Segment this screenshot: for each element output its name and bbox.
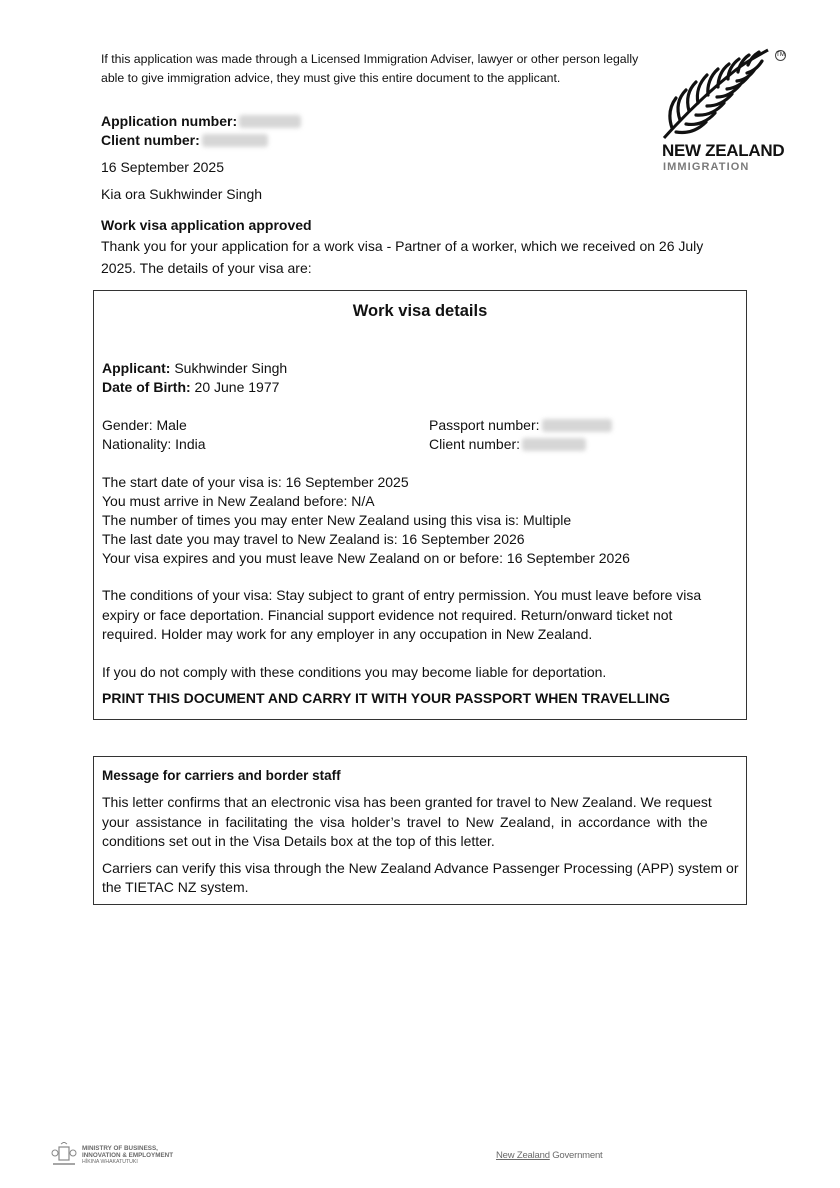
approval-heading: Work visa application approved bbox=[101, 217, 312, 233]
carriers-para1-line2: your assistance in facilitating the visa holder’s travel to New Zealand, in accordance with the bbox=[102, 814, 708, 830]
start-date: The start date of your visa is: 16 September 2025 bbox=[102, 474, 409, 490]
govt-part2: Government bbox=[549, 1150, 603, 1161]
visa-client-number-row bbox=[429, 435, 586, 454]
conditions-line2: expiry or face deportation. Financial support evidence not required. Return/onward ticket not bbox=[102, 607, 673, 623]
passport-number-label: Passport number: bbox=[429, 417, 540, 433]
nz-immigration-logo bbox=[662, 48, 787, 178]
visa-client-number-label: Client number: bbox=[429, 436, 521, 452]
dob-value: 20 June 1977 bbox=[190, 379, 280, 395]
last-travel-date: The last date you may travel to New Zealand is: 16 September 2026 bbox=[102, 531, 525, 547]
work-visa-details-box bbox=[93, 290, 747, 720]
govt-part1: New Zealand bbox=[496, 1150, 550, 1161]
carriers-para1-line3: conditions set out in the Visa Details box at the top of this letter. bbox=[102, 833, 495, 849]
redacted-passport-number bbox=[542, 419, 612, 432]
mbie-text bbox=[82, 1145, 173, 1166]
expiry-date: Your visa expires and you must leave New Zealand on or before: 16 September 2026 bbox=[102, 550, 630, 566]
logo-immigration: IMMIGRATION bbox=[663, 161, 750, 173]
nationality: Nationality: India bbox=[102, 436, 206, 452]
redacted-client-number bbox=[202, 134, 268, 147]
dob-label: Date of Birth: bbox=[102, 379, 191, 395]
client-number-row bbox=[101, 131, 268, 150]
letter-date: 16 September 2025 bbox=[101, 159, 224, 175]
coat-of-arms-icon bbox=[50, 1142, 78, 1168]
mbie-line3: HĪKINA WHAKATUTUKI bbox=[82, 1159, 138, 1165]
approval-text-line2: 2025. The details of your visa are: bbox=[101, 260, 312, 276]
greeting: Kia ora Sukhwinder Singh bbox=[101, 186, 263, 202]
nz-government-logo bbox=[496, 1150, 603, 1161]
passport-number-row bbox=[429, 416, 612, 435]
applicant-label: Applicant: bbox=[102, 360, 171, 376]
redacted-application-number bbox=[239, 115, 301, 128]
silver-fern-icon bbox=[662, 48, 772, 140]
carriers-heading: Message for carriers and border staff bbox=[102, 768, 341, 783]
entries: The number of times you may enter New Zealand using this visa is: Multiple bbox=[102, 512, 572, 528]
dob-row bbox=[102, 378, 279, 397]
gender: Gender: Male bbox=[102, 417, 187, 433]
logo-new-zealand: NEW ZEALAND bbox=[662, 141, 785, 160]
conditions-line1: The conditions of your visa: Stay subject to grant of entry permission. You must leave before visa bbox=[102, 587, 702, 603]
carriers-message-box bbox=[93, 756, 747, 905]
print-notice: PRINT THIS DOCUMENT AND CARRY IT WITH YOUR PASSPORT WHEN TRAVELLING bbox=[102, 690, 671, 706]
approval-text-line1: Thank you for your application for a work visa - Partner of a worker, which we received on 26 July bbox=[101, 238, 704, 254]
arrive-before: You must arrive in New Zealand before: N/A bbox=[102, 493, 375, 509]
conditions-line3: required. Holder may work for any employer in any occupation in New Zealand. bbox=[102, 626, 593, 642]
carriers-para1-line1: This letter confirms that an electronic visa has been granted for travel to New Zealand. We request bbox=[102, 794, 712, 810]
application-number-label: Application number: bbox=[101, 113, 238, 129]
trademark-symbol: TM bbox=[775, 50, 786, 61]
carriers-para2-line1: Carriers can verify this visa through the New Zealand Advance Passenger Processing (APP) system or bbox=[102, 860, 739, 876]
client-number-label: Client number: bbox=[101, 132, 200, 148]
comply-warning: If you do not comply with these conditions you may become liable for deportation. bbox=[102, 664, 607, 680]
mbie-line1: MINISTRY OF BUSINESS, bbox=[82, 1145, 158, 1152]
mbie-line2: INNOVATION & EMPLOYMENT bbox=[82, 1152, 174, 1159]
carriers-para2-line2: the TIETAC NZ system. bbox=[102, 879, 249, 895]
applicant-row bbox=[102, 359, 287, 378]
redacted-visa-client-number bbox=[522, 438, 586, 451]
applicant-value: Sukhwinder Singh bbox=[170, 360, 288, 376]
mbie-logo bbox=[50, 1142, 200, 1168]
visa-details-title: Work visa details bbox=[352, 302, 488, 320]
intro-notice: If this application was made through a Licensed Immigration Adviser, lawyer or other person legally able to give immigration advice, they must give this entire document to the applicant. bbox=[101, 52, 639, 85]
application-number-row bbox=[101, 112, 301, 131]
